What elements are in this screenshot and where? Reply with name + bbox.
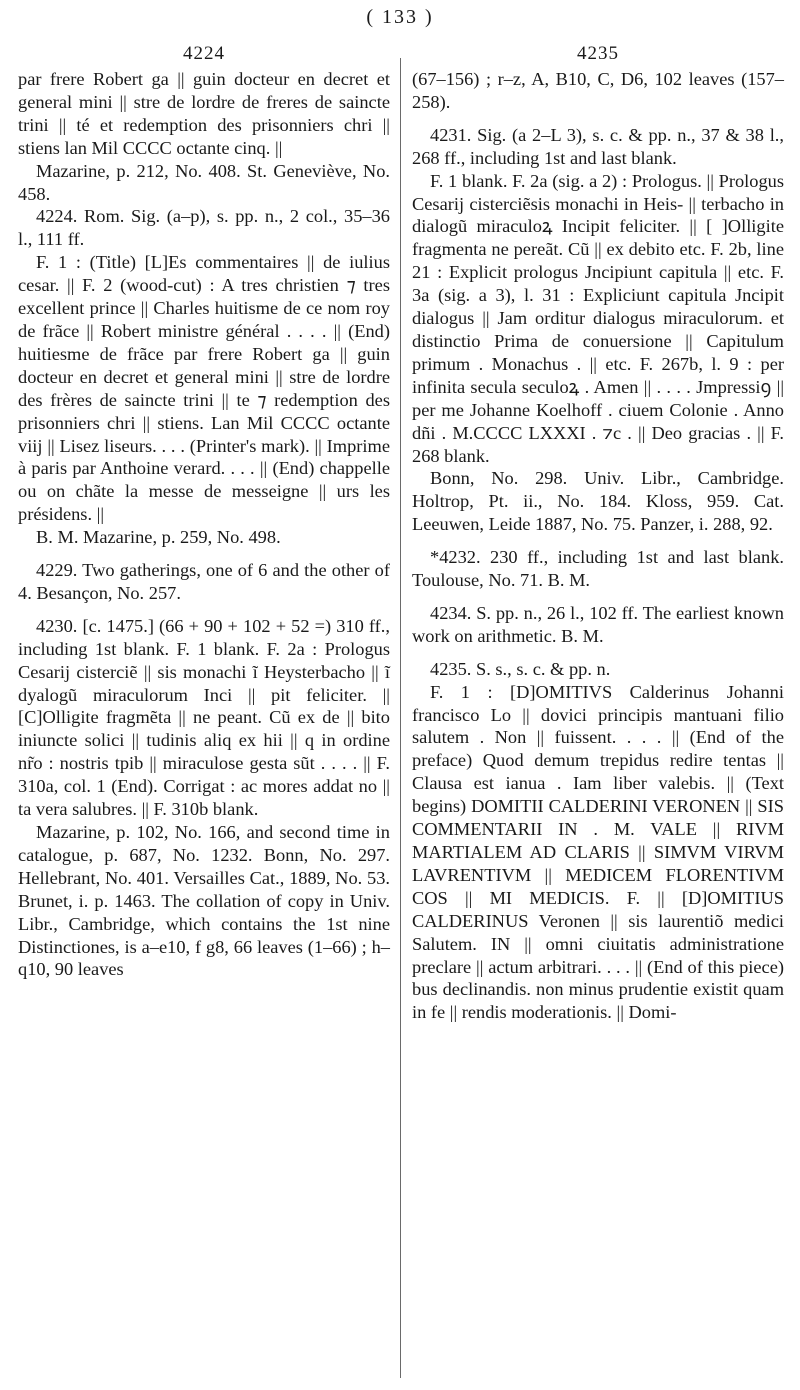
entry-paragraph: par frere Robert ga || guin docteur en decret et general mini || stre de lordre de freres de saincte trini || té et redemption des prisonniers chri || stiens lan Mil CCCC octante cinq. || [18,69,390,158]
entry-paragraph: B. M. Mazarine, p. 259, No. 498. [36,527,281,548]
right-column [412,42,784,1024]
entry-paragraph: F. 1 : (Title) [L]Es commentaires || de iulius cesar. || F. 2 (wood-cut) : A tres christien ⁊ tres excellent prince || Charles huitisme de ce nom roy de frãce || Robert ministre général . . . . || (End) huitiesme de frãce par frere Robert ga || guin docteur en decret et general mini || stre de lordre des frères de saincte trini || te ⁊ redemption des prisonniers chri || stiens. Lan Mil CCCC octante viij || Lisez liseurs. . . . (Printer's mark). || Imprime à paris par Anthoine verard. . . . || (End) chappelle ou on chãte la messe de messeigne || urs les présidens. || [18,252,390,525]
entry-paragraph: 4230. [c. 1475.] (66 + 90 + 102 + 52 =) 310 ff., including 1st blank. F. 1 blank. F. 2a : Prologus Cesarij cisterciẽ || sis monachi ĩ Heysterbacho || ĩ dyalogũ miraculorum Inci || pit feliciter. || [C]Olligite fragmẽta || ne peant. Cũ ex de || bito iniuncte solici || tudinis aliq ex hii || q in ordine nr̃o : nostris tpib || miraculose gesta sũt . . . . || F. 310a, col. 1 (End). Corrigat : ac mores addat no || ta vera salubres. || F. 310b blank. [18,615,390,820]
entry-paragraph: *4232. 230 ff., including 1st and last blank. Toulouse, No. 71. B. M. [412,547,784,591]
entry-paragraph: (67–156) ; r–z, A, B10, C, D6, 102 leaves (157–258). [412,69,784,112]
left-column-heading: 4224 [183,43,225,64]
entry-paragraph: F. 1 : [D]OMITIVS Calderinus Johanni francisco Lo || dovici principis mantuani filio salutem . Non || fuissent. . . . || (End of the preface) Quod demum trepidus redire tentas || Clausa est ianua . Iam liber valebis. || (Text begins) DOMITII CALDERINI VERONEN || SIS COMMENTARII IN . M. VALE || RIVM MARTIALEM AD CLARIS || SIMVM VIRVM LAVRENTIVM || MEDICEM FLORENTIVM COS || MI MEDICIS. F. || [D]OMITIUS CALDERINUS Veronen || sis laurentiõ medici Salutem. IN || omni ciuitatis administratione preclare || actum arbitrari. . . . || (End of this piece) bus declinandis. non minus prudentie existit quam in fe || rendis moderationis. || Domi- [412,681,784,1023]
entry-paragraph: Mazarine, p. 212, No. 408. St. Geneviève, No. 458. [18,160,390,204]
left-column [18,42,390,981]
entry-paragraph: F. 1 blank. F. 2a (sig. a 2) : Prologus. || Prologus Cesarij cisterciẽsis monachi in Heis- || terbacho in dialogũ miraculoꝝ Incipit feliciter. || [ ]Olligite fragmenta ne pereãt. Cũ || ex debito etc. F. 2b, line 21 : Explicit prologus Jncipiunt capitula || etc. F. 3a (sig. a 3), l. 31 : Expliciunt capitula Jncipit dialogus || Jam orditur dialogus miraculorum. et distinctio Prima de conuersione || Capitulum primum . Monachus . || etc. F. 267b, l. 9 : per infinita secula seculoꝝ . Amen || . . . . Jmpressiꝯ || per me Johanne Koelhoff . ciuem Colonie . Anno dñi . M.CCCC LXXXI . ⁊c . || Deo gracias . || F. 268 blank. [412,170,784,466]
entry-paragraph: 4229. Two gatherings, one of 6 and the other of 4. Besançon, No. 257. [18,560,390,603]
right-column-heading: 4235 [577,43,619,64]
entry-paragraph: 4234. S. pp. n., 26 l., 102 ff. The earliest known work on arithmetic. B. M. [412,602,784,646]
column-divider [400,58,401,1378]
page-number: ( 133 ) [366,6,434,28]
entry-paragraph: Bonn, No. 298. Univ. Libr., Cambridge. Holtrop, Pt. ii., No. 184. Kloss, 959. Cat. Leeuwen, Leide 1887, No. 75. Panzer, i. 288, 92. [412,468,784,535]
entry-paragraph: 4224. Rom. Sig. (a–p), s. pp. n., 2 col., 35–36 l., 111 ff. [18,206,390,250]
entry-paragraph: Mazarine, p. 102, No. 166, and second time in catalogue, p. 687, No. 1232. Bonn, No. 297. Hellebrant, No. 401. Versailles Cat., 1889, No. 53. Brunet, i. p. 1463. The collation of copy in Univ. Libr., Cambridge, which contains the 1st nine Distinctiones, is a–e10, f g8, 66 leaves (1–66) ; h–q10, 90 leaves [18,822,390,980]
entry-paragraph: 4231. Sig. (a 2–L 3), s. c. & pp. n., 37 & 38 l., 268 ff., including 1st and last blank. [412,124,784,168]
entry-paragraph: 4235. S. s., s. c. & pp. n. [430,658,611,679]
